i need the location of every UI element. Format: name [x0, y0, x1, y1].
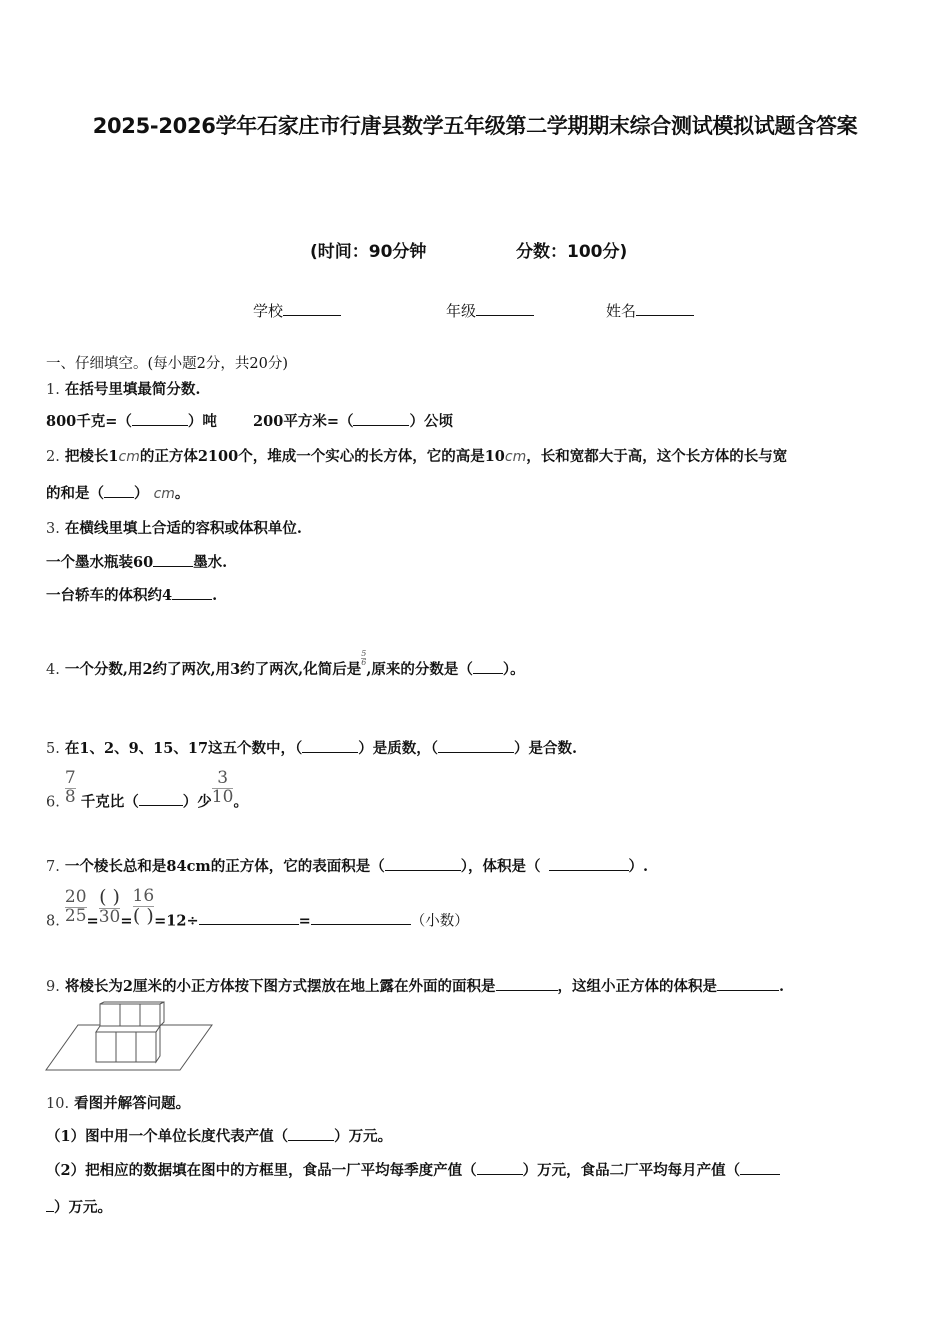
part-b-label: 200平方米=（ [253, 413, 354, 430]
question-number: 7. [46, 859, 60, 875]
question-number: 6. [46, 794, 60, 811]
question-2-cont [46, 482, 189, 503]
question-2 [46, 445, 787, 466]
question-text: 把棱长1 [64, 448, 119, 465]
grade-field[interactable] [446, 300, 534, 321]
answer-blank[interactable] [496, 976, 558, 991]
question-text: ）是合数. [514, 740, 578, 757]
exam-score: 分数：100分) [516, 242, 628, 262]
question-4 [46, 650, 525, 679]
answer-blank[interactable] [46, 1197, 54, 1212]
answer-blank[interactable] [353, 411, 409, 426]
unit-cm: cm [153, 486, 175, 502]
exam-time: (时间：90分钟 [310, 242, 427, 262]
question-number: 8. [46, 913, 60, 930]
question-number: 9. [46, 979, 60, 995]
answer-blank[interactable] [438, 738, 514, 753]
answer-blank[interactable] [288, 1126, 334, 1141]
question-text: 墨水. [193, 554, 228, 571]
question-text: ）是质数，（ [358, 740, 439, 757]
fraction: $\frac{3}{10}$ [211, 768, 234, 807]
name-field[interactable] [606, 300, 694, 321]
grade-blank[interactable] [476, 301, 534, 316]
school-blank[interactable] [283, 301, 341, 316]
question-text: . [779, 978, 785, 995]
question-10-part-2 [46, 1159, 780, 1180]
page-title: 2025-2026学年石家庄市行唐县数学五年级第二学期期末综合测试模拟试题含答案 [92, 114, 858, 138]
question-text: 一个棱长总和是84cm的正方体，它的表面积是（ [64, 858, 385, 875]
question-text: = [298, 912, 311, 930]
school-label: 学校 [253, 302, 284, 320]
answer-blank[interactable] [717, 976, 779, 991]
question-10-part-1 [46, 1125, 392, 1146]
part-a-unit: ）吨 [187, 413, 217, 430]
cubes-figure [44, 1000, 216, 1075]
question-3-line-1 [46, 551, 227, 572]
question-9 [46, 975, 784, 996]
fraction: $\frac{7}{8}$ [64, 768, 76, 807]
answer-blank[interactable] [104, 483, 134, 498]
question-text: ,原来的分数是（ [366, 661, 473, 678]
question-7 [46, 855, 648, 876]
question-text: 。 [174, 485, 190, 502]
part-a-label: 800千克=（ [46, 413, 132, 430]
question-text: ）。 [502, 661, 525, 678]
question-3 [46, 517, 302, 538]
question-number: 3. [46, 521, 60, 537]
fraction: $\frac{5}{6}$ [361, 649, 367, 668]
question-text: ），体积是（ [460, 858, 541, 875]
answer-blank[interactable] [139, 791, 183, 806]
question-text: =12÷ [154, 912, 199, 930]
answer-blank[interactable] [172, 585, 212, 600]
unit-cm: cm [504, 449, 527, 465]
question-text: ）万元。 [54, 1199, 112, 1216]
question-text: 的和是（ [46, 485, 104, 502]
question-text: 一个墨水瓶装60 [46, 554, 154, 571]
question-text: ）少 [182, 793, 212, 811]
question-text: . [212, 587, 218, 604]
answer-blank[interactable] [549, 856, 629, 871]
question-text: （1）图中用一个单位长度代表产值（ [46, 1128, 289, 1145]
answer-blank[interactable] [477, 1160, 523, 1175]
question-6 [46, 770, 248, 811]
question-3-line-2 [46, 584, 217, 605]
question-text: ）. [628, 858, 649, 875]
answer-blank[interactable] [385, 856, 461, 871]
question-10 [46, 1092, 190, 1113]
answer-blank[interactable] [199, 910, 299, 925]
question-number: 1. [46, 382, 60, 398]
question-text: 在1、2、9、15、17这五个数中，（ [64, 740, 303, 757]
answer-blank[interactable] [311, 910, 411, 925]
question-text: （2）把相应的数据填在图中的方框里，食品一厂平均每季度产值（ [46, 1162, 477, 1179]
part-b-unit: ）公顷 [409, 413, 453, 430]
question-text: 在横线里填上合适的容积或体积单位. [64, 520, 302, 537]
equals-sign: = [86, 912, 99, 930]
question-text: 看图并解答问题。 [74, 1095, 191, 1112]
answer-blank[interactable] [473, 659, 503, 674]
answer-blank[interactable] [153, 552, 193, 567]
question-text: （小数） [410, 913, 469, 930]
question-text: 的正方体2100个，堆成一个实心的长方体，它的高是10 [139, 448, 505, 465]
question-text: 在括号里填最简分数. [64, 381, 201, 398]
question-text: 一台轿车的体积约4 [46, 587, 173, 604]
answer-blank[interactable] [132, 411, 188, 426]
section-heading: 一、仔细填空。(每小题2分，共20分) [46, 356, 288, 372]
fraction[interactable]: $\frac{16}{( )}$ [132, 886, 155, 927]
fraction[interactable]: $\frac{( )}{30}$ [98, 886, 121, 927]
name-blank[interactable] [636, 301, 694, 316]
question-5 [46, 737, 577, 758]
school-field[interactable] [253, 300, 341, 321]
question-number: 2. [46, 449, 60, 465]
question-1 [46, 378, 200, 399]
unit-cm: cm [118, 449, 140, 465]
question-1-parts [46, 410, 453, 431]
question-text: 一个分数,用2约了两次,用3约了两次,化简后是 [64, 661, 362, 678]
question-text: ）万元。 [334, 1128, 393, 1145]
question-text: 千克比（ [80, 793, 139, 811]
answer-blank[interactable] [302, 738, 358, 753]
grade-label: 年级 [446, 302, 477, 320]
question-text: ）万元，食品二厂平均每月产值（ [522, 1162, 741, 1179]
question-text: ，长和宽都大于高，这个长方体的长与宽 [526, 448, 788, 465]
question-text: 将棱长为2厘米的小正方体按下图方式摆放在地上露在外面的面积是 [64, 978, 496, 995]
name-label: 姓名 [606, 302, 637, 320]
question-10-part-2-cont [46, 1196, 112, 1217]
question-number: 5. [46, 741, 60, 757]
question-8 [46, 888, 469, 930]
fraction: $\frac{20}{25}$ [64, 887, 87, 926]
question-text: ） [134, 485, 149, 502]
answer-blank[interactable] [740, 1160, 780, 1175]
question-text: 。 [233, 793, 248, 811]
question-number: 4. [46, 662, 60, 678]
question-text: ，这组小正方体的体积是 [557, 978, 717, 995]
question-number: 10. [46, 1096, 70, 1112]
equals-sign: = [120, 912, 133, 930]
